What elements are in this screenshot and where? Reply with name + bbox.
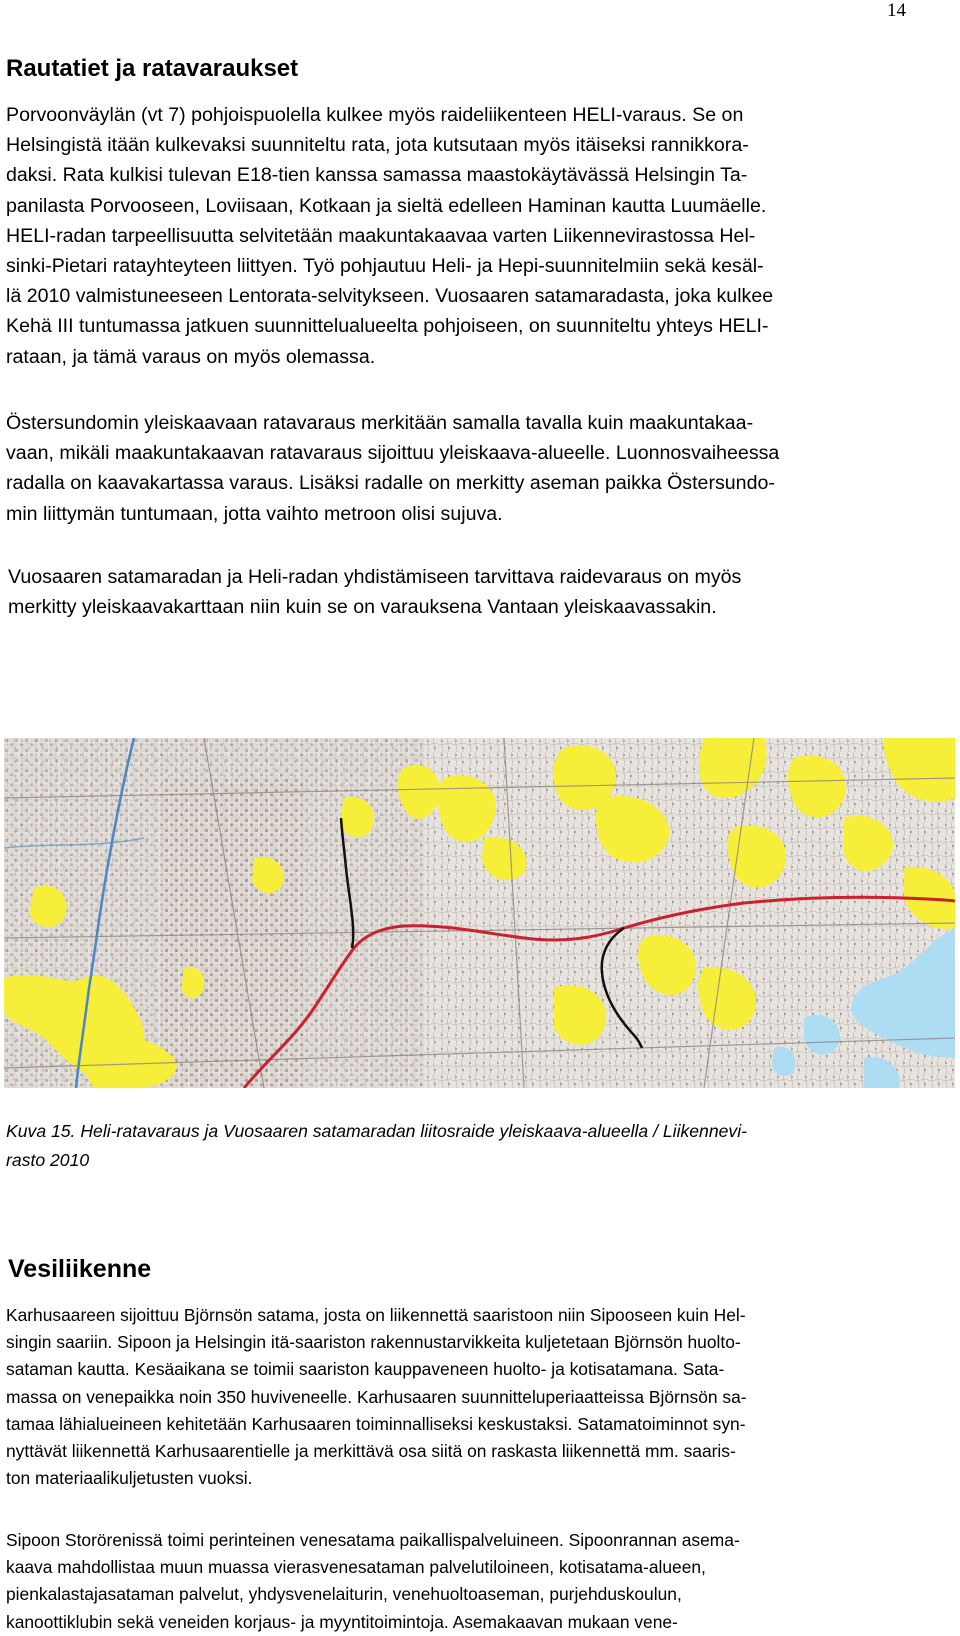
- rail-reservation-map: [4, 738, 955, 1088]
- text-line: Karhusaareen sijoittuu Björnsön satama, josta on liikennettä saaristoon niin Sipooseen kuin Hel-: [6, 1305, 746, 1325]
- text-line: lä 2010 valmistuneeseen Lentorata-selvitykseen. Vuosaaren satamaradasta, joka kulkee: [6, 285, 774, 308]
- text-line: kaava mahdollistaa muun muassa vierasvenesataman palvelutiloineen, kotisatama-alueen,: [6, 1557, 706, 1578]
- text-line: ton materiaalikuljetusten vuoksi.: [6, 1468, 253, 1489]
- text-line: kanoottiklubin sekä veneiden korjaus- ja myyntitoimintoja. Asemakaavan mukaan vene-: [6, 1611, 678, 1632]
- text-line: daksi. Rata kulkisi tulevan E18-tien kanssa samassa maastokäytävässä Helsingin Ta-: [6, 164, 748, 187]
- page-number: 14: [887, 0, 906, 21]
- paragraph-bjornso-harbour: [6, 1302, 906, 1492]
- text-line: radalla on kaavakartassa varaus. Lisäksi radalle on merkitty aseman paikka Östersundo-: [6, 472, 775, 495]
- paragraph-ostersundom-plan: [6, 408, 906, 529]
- text-line: HELI-radan tarpeellisuutta selvitetään maakuntakaavaa varten Liikennevirastossa Hel-: [6, 224, 756, 247]
- text-line: nyttävät liikennettä Karhusaarentielle ja merkittävä osa siitä on raskasta liikennettä mm. saaris-: [6, 1441, 736, 1462]
- section-title-railways: Rautatiet ja ratavaraukset: [6, 55, 299, 82]
- text-line: Vuosaaren satamaradan ja Heli-radan yhdistämiseen tarvittava raidevaraus on myös: [8, 566, 742, 588]
- text-line: Helsingistä itään kulkevaksi suunniteltu rata, jota kutsutaan myös itäiseksi rannikkora-: [6, 134, 749, 157]
- text-line: massa on venepaikka noin 350 huviveneelle. Karhusaaren suunnitteluperiaatteissa Björnsön sa-: [6, 1386, 747, 1407]
- text-line: merkitty yleiskaavakarttaan niin kuin se on varauksena Vantaan yleiskaavassakin.: [8, 596, 717, 619]
- text-line: Kehä III tuntumassa jatkuen suunnittelualueelta pohjoiseen, on suunniteltu yhteys HELI-: [6, 315, 769, 338]
- text-line: tamaa lähialueineen kehitetään Karhusaaren toiminnalliseksi keskustaksi. Satamatoiminnot syn-: [6, 1413, 746, 1434]
- paragraph-stororen-harbour: [6, 1527, 906, 1636]
- section-title-water-traffic: Vesiliikenne: [8, 1255, 152, 1283]
- caption-line: Kuva 15. Heli-ratavaraus ja Vuosaaren satamaradan liitosraide yleiskaava-alueella / Liikennevi-: [6, 1121, 747, 1141]
- text-line: pienkalastajasataman palvelut, yhdysvenelaiturin, venehuoltoaseman, purjehduskoulun,: [6, 1584, 682, 1605]
- paragraph-heli-reservation: [6, 100, 906, 372]
- paragraph-track-connection: [8, 562, 908, 622]
- text-line: panilasta Porvooseen, Loviisaan, Kotkaan ja sieltä edelleen Haminan kautta Luumäelle.: [6, 194, 767, 217]
- text-line: sataman kautta. Kesäaikana se toimii saariston kauppaveneen huolto- ja kotisatamana. Sata-: [6, 1359, 725, 1380]
- text-line: vaan, mikäli maakuntakaavan ratavaraus sijoittuu yleiskaava-alueelle. Luonnosvaiheessa: [6, 442, 780, 465]
- text-line: min liittymän tuntumaan, jotta vaihto metroon olisi sujuva.: [6, 502, 503, 525]
- text-line: sinki-Pietari ratayhteyteen liittyen. Työ pohjautuu Heli- ja Hepi-suunnitelmiin sekä kesäl-: [6, 255, 764, 278]
- text-line: Sipoon Storörenissä toimi perinteinen venesatama paikallispalveluineen. Sipoonrannan asema-: [6, 1530, 740, 1550]
- text-line: Östersundomin yleiskaavaan ratavaraus merkitään samalla tavalla kuin maakuntakaa-: [6, 412, 754, 434]
- text-line: Porvoonväylän (vt 7) pohjoispuolella kulkee myös raideliikenteen HELI-varaus. Se on: [6, 104, 744, 126]
- caption-line: rasto 2010: [6, 1150, 90, 1170]
- figure-caption: [6, 1117, 747, 1175]
- text-line: rataan, ja tämä varaus on myös olemassa.: [6, 345, 376, 368]
- text-line: singin saariin. Sipoon ja Helsingin itä-saariston rakennustarvikkeita kuljetetaan Björnsön huolto-: [6, 1332, 741, 1353]
